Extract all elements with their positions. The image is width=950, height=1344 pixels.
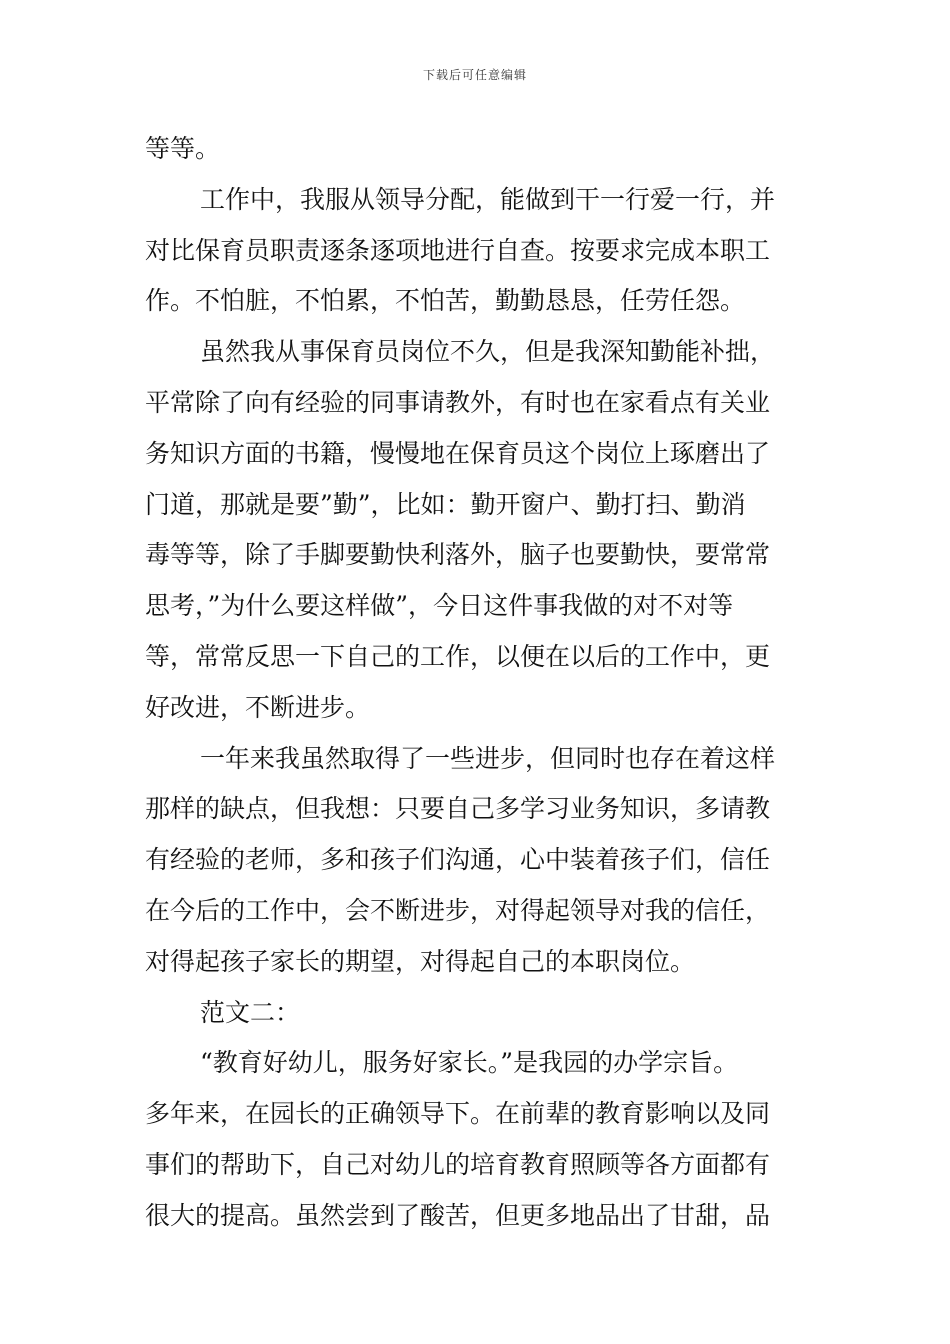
- text-line: 有经验的老师，多和孩子们沟通，心中装着孩子们，信任: [145, 845, 771, 875]
- text-line: 等，常常反思一下自己的工作，以便在以后的工作中，更: [145, 641, 771, 671]
- document-body: [145, 124, 807, 1242]
- text-line: 工作中，我服从领导分配，能做到干一行爱一行，并: [200, 184, 776, 214]
- section-heading-sample-two: [145, 988, 807, 1039]
- paragraph-3: [145, 327, 807, 733]
- text-line: 范文二：: [200, 997, 301, 1027]
- text-line: 对比保育员职责逐条逐项地进行自查。按要求完成本职工: [145, 235, 771, 265]
- paragraph-2: [145, 175, 807, 327]
- page-header-note: 下载后可任意编辑: [422, 68, 527, 82]
- text-line: 毒等等，除了手脚要勤快利落外，脑子也要勤快，要常常: [145, 540, 771, 570]
- text-line: 等等。: [145, 134, 221, 163]
- text-line: 多年来，在园长的正确领导下。在前辈的教育影响以及同: [145, 1099, 771, 1129]
- paragraph-1: [145, 124, 807, 175]
- text-line: 思考，”为什么要这样做”，今日这件事我做的对不对等: [145, 591, 734, 621]
- text-line: 平常除了向有经验的同事请教外，有时也在家看点有关业: [145, 387, 771, 417]
- paragraph-4: [145, 734, 807, 988]
- text-line: 作。不怕脏，不怕累，不怕苦，勤勤恳恳，任劳任怨。: [145, 286, 746, 316]
- paragraph-6: [145, 1038, 807, 1241]
- text-line: 对得起孩子家长的期望，对得起自己的本职岗位。: [145, 946, 696, 976]
- text-line: 务知识方面的书籍，慢慢地在保育员这个岗位上琢磨出了: [145, 438, 771, 468]
- text-line: 好改进，不断进步。: [145, 692, 371, 722]
- text-line: 很大的提高。虽然尝到了酸苦，但更多地品出了甘甜，品: [145, 1200, 771, 1230]
- text-line: 一年来我虽然取得了一些进步，但同时也存在着这样: [200, 743, 776, 773]
- text-line: 事们的帮助下，自己对幼儿的培育教育照顾等各方面都有: [145, 1149, 771, 1179]
- text-line: 在今后的工作中，会不断进步，对得起领导对我的信任，: [145, 895, 771, 925]
- text-line: “教育好幼儿，服务好家长。”是我园的办学宗旨。: [200, 1048, 739, 1078]
- text-line: 那样的缺点，但我想：只要自己多学习业务知识，多请教: [145, 794, 771, 824]
- text-line: 虽然我从事保育员岗位不久，但是我深知勤能补拙，: [200, 337, 776, 367]
- text-line: 门道，那就是要”勤”，比如：勤开窗户、勤打扫、勤消: [145, 489, 746, 519]
